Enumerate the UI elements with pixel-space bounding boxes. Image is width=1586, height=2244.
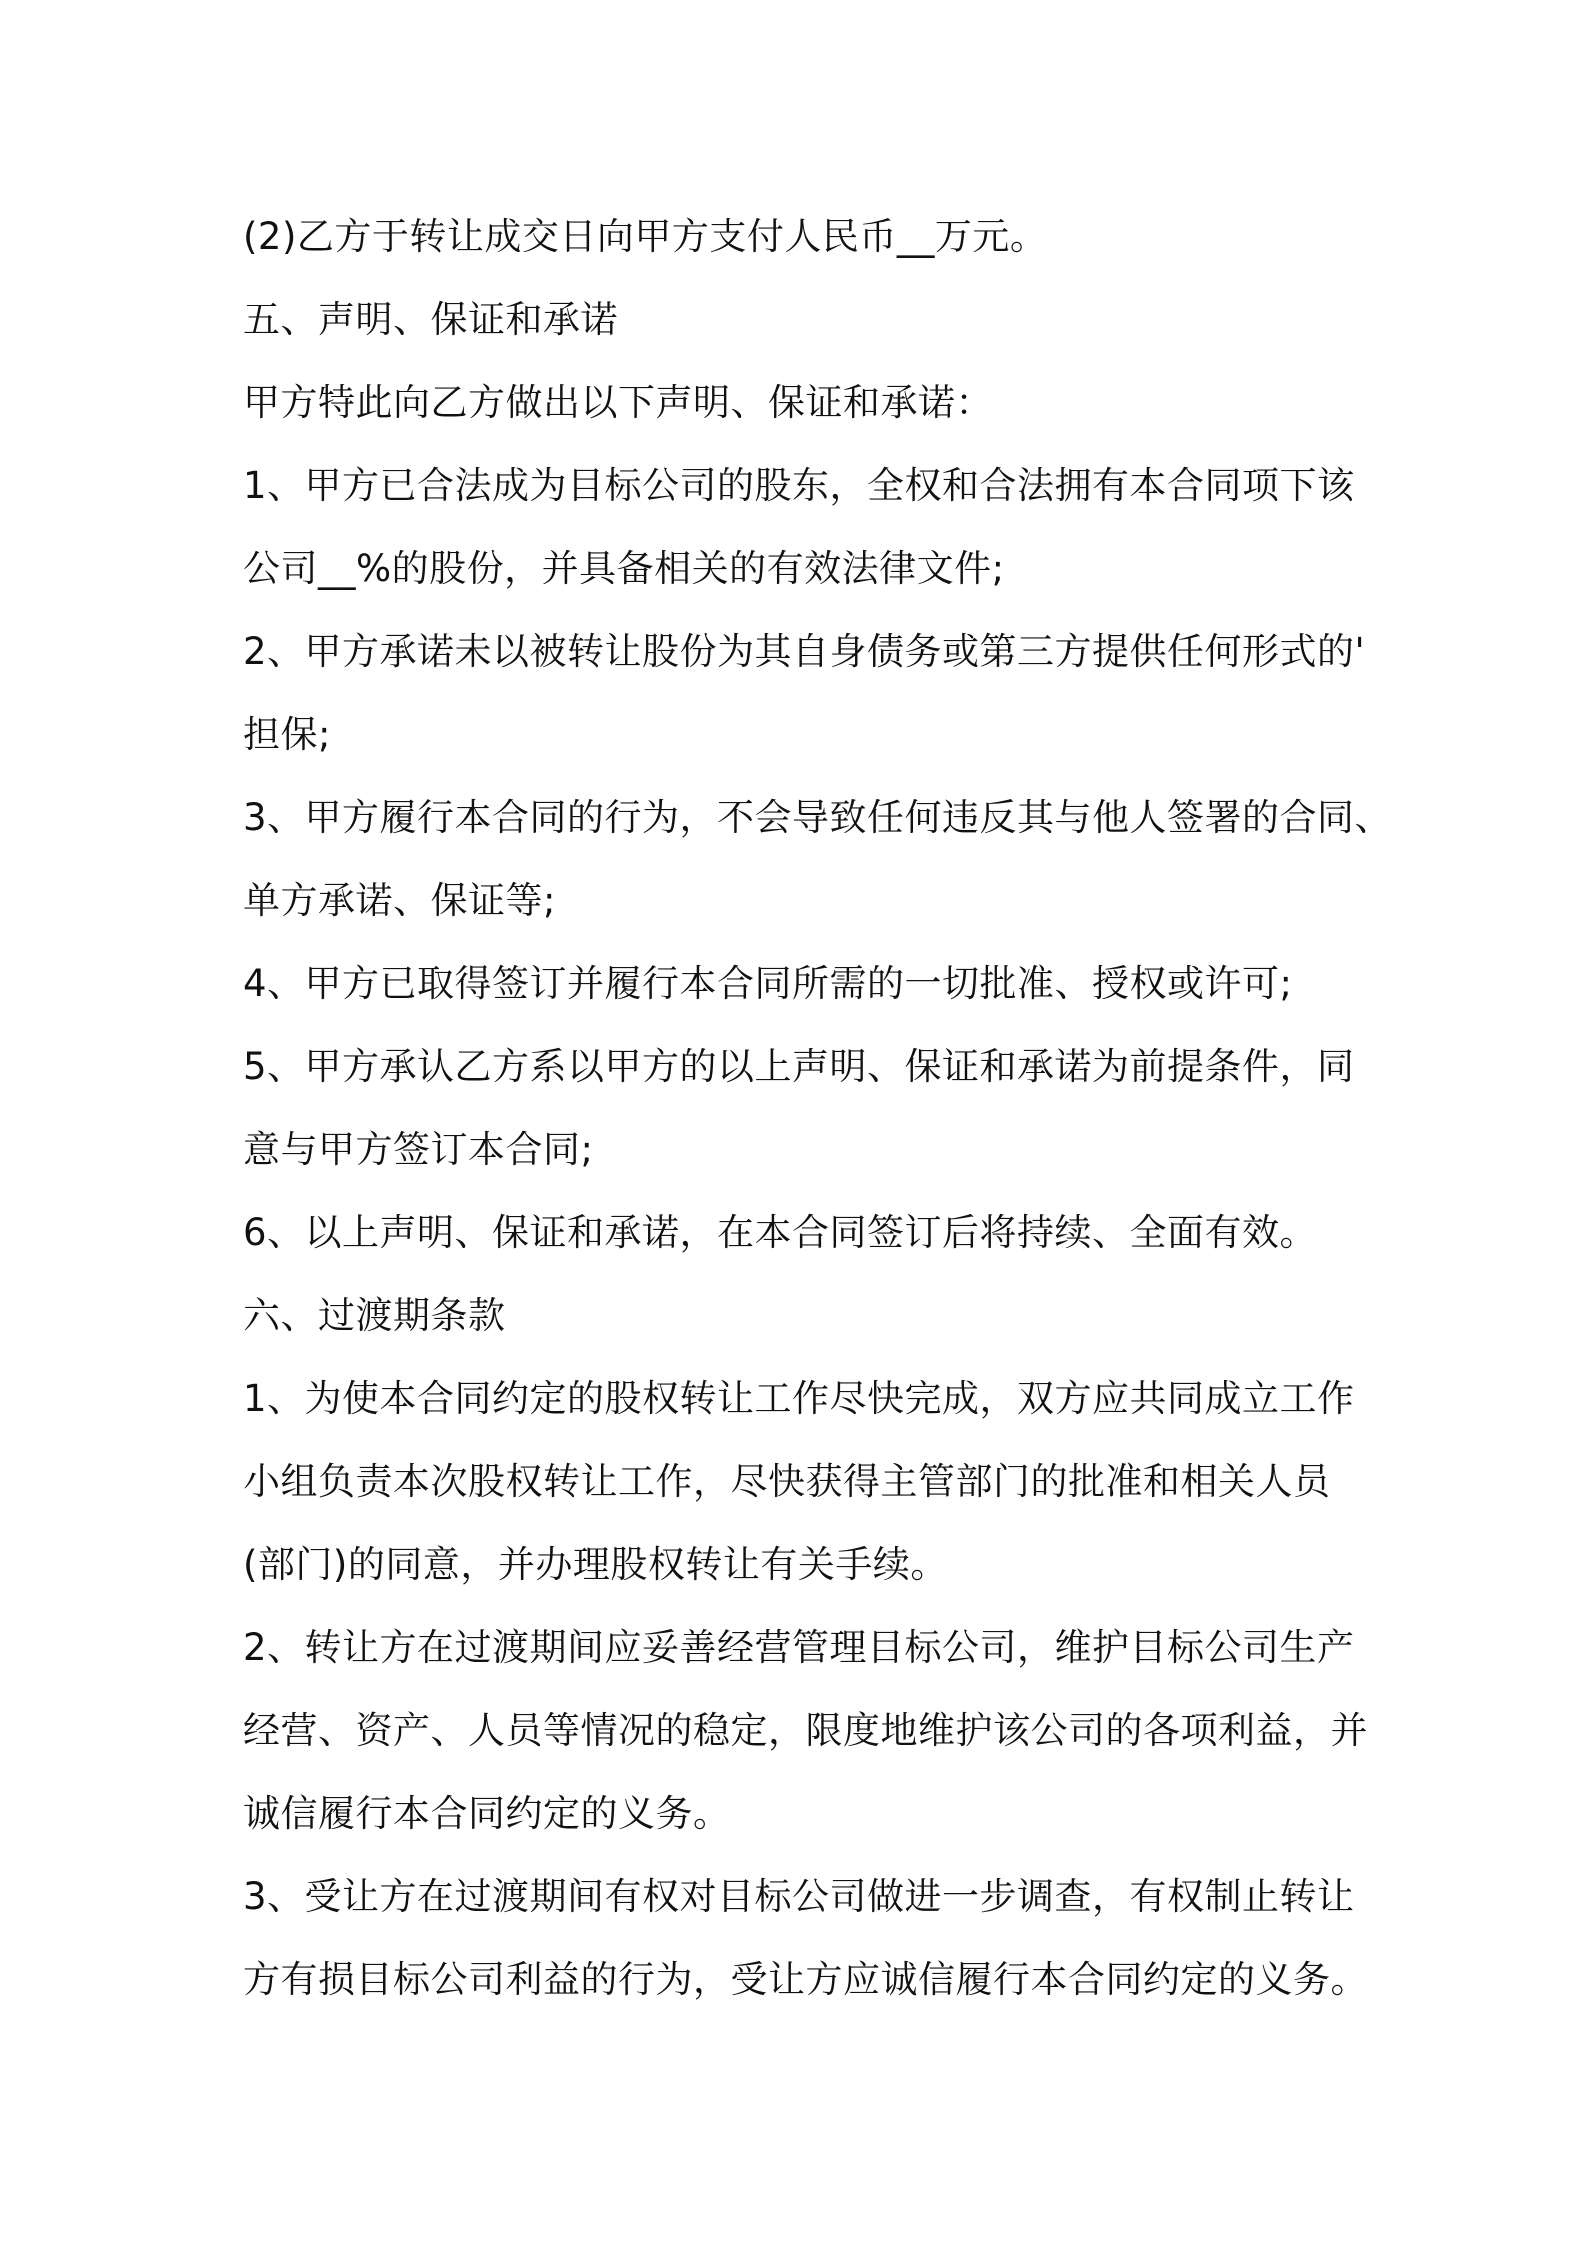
clause-5-3-line-1: 3、甲方履行本合同的行为，不会导致任何违反其与他人签署的合同、	[243, 796, 1393, 839]
clause-6-1-line-1: 1、为使本合同约定的股权转让工作尽快完成，双方应共同成立工作	[243, 1377, 1355, 1420]
clause-5-1-line-2: 公司__%的股份，并具备相关的有效法律文件;	[243, 547, 1005, 590]
section-5-heading: 五、声明、保证和承诺	[243, 298, 618, 341]
clause-5-2-line-1: 2、甲方承诺未以被转让股份为其自身债务或第三方提供任何形式的'	[243, 630, 1366, 673]
clause-6-2-line-2: 经营、资产、人员等情况的稳定，限度地维护该公司的各项利益，并	[243, 1709, 1368, 1752]
clause-5-5-line-2: 意与甲方签订本合同;	[243, 1128, 594, 1171]
clause-5-5-line-1: 5、甲方承认乙方系以甲方的以上声明、保证和承诺为前提条件，同	[243, 1045, 1355, 1088]
clause-5-1-line-1: 1、甲方已合法成为目标公司的股东，全权和合法拥有本合同项下该	[243, 464, 1355, 507]
clause-6-3-line-2: 方有损目标公司利益的行为，受让方应诚信履行本合同约定的义务。	[243, 1958, 1368, 2001]
section-6-heading: 六、过渡期条款	[243, 1294, 506, 1337]
clause-5-6-line-1: 6、以上声明、保证和承诺，在本合同签订后将持续、全面有效。	[243, 1211, 1318, 1254]
clause-5-4-line-1: 4、甲方已取得签订并履行本合同所需的一切批准、授权或许可;	[243, 962, 1293, 1005]
section-5-intro: 甲方特此向乙方做出以下声明、保证和承诺：	[243, 381, 993, 424]
clause-6-2-line-3: 诚信履行本合同约定的义务。	[243, 1792, 731, 1835]
clause-6-3-line-1: 3、受让方在过渡期间有权对目标公司做进一步调查，有权制止转让	[243, 1875, 1355, 1918]
document-body	[243, 195, 1393, 2021]
clause-6-2-line-1: 2、转让方在过渡期间应妥善经营管理目标公司，维护目标公司生产	[243, 1626, 1355, 1669]
clause-6-1-line-3: (部门)的同意，并办理股权转让有关手续。	[243, 1543, 948, 1586]
clause-6-1-line-2: 小组负责本次股权转让工作，尽快获得主管部门的批准和相关人员	[243, 1460, 1331, 1503]
clause-5-3-line-2: 单方承诺、保证等;	[243, 879, 556, 922]
payment-clause-line: (2)乙方于转让成交日向甲方支付人民币__万元。	[243, 215, 1048, 258]
clause-5-2-line-2: 担保;	[243, 713, 331, 756]
